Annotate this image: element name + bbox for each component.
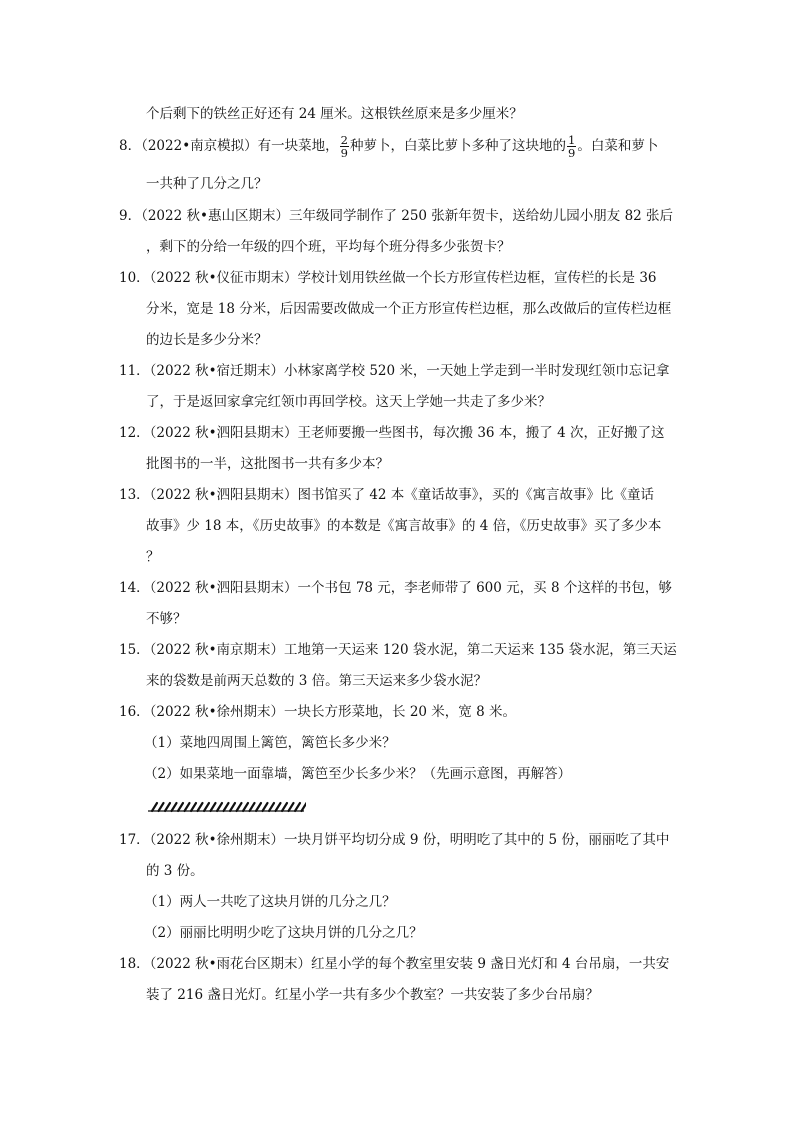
hatch-stroke [256, 803, 261, 811]
hatch-stroke [263, 803, 268, 811]
q18-line-2: 装了 216 盏日光灯。红星小学一共有多少个教室？一共安装了多少台吊扇？ [146, 987, 599, 1003]
q10-line-2: 分米，宽是 18 分米，后因需要改做成一个正方形宣传栏边框，那么改做后的宣传栏边框 [146, 301, 672, 317]
q15-line-2: 来的袋数是前两天总数的 3 倍。第三天运来多少袋水泥？ [146, 673, 488, 689]
q16-sub-1: （1）菜地四周围上篱笆，篱笆长多少米？ [144, 735, 396, 751]
q16-line-1: 16．（2022 秋•徐州期末）一块长方形菜地，长 20 米，宽 8 米。 [119, 704, 516, 720]
q8-fraction-2: $\frac{1}{9}$ [568, 133, 576, 160]
hatch-stroke [224, 803, 229, 811]
q11-line-2: 了，于是返回家拿完红领巾再回学校。这天上学她一共走了多少米？ [146, 394, 551, 410]
hatch-stroke [289, 803, 294, 811]
q13-line-3: ？ [146, 549, 160, 565]
hatch-stroke [302, 803, 307, 811]
q12-line-1: 12．（2022 秋•泗阳县期末）王老师要搬一些图书，每次搬 36 本，搬了 4 次，正好搬了这 [119, 425, 665, 441]
hatch-stroke [178, 803, 183, 811]
q8-text-a: 8．（2022•南京模拟）有一块菜地， [119, 138, 339, 154]
hatch-stroke [295, 803, 300, 811]
q8-text-b: 种萝卜，白菜比萝卜多种了这块地的 [350, 138, 566, 154]
hatch-stroke [198, 803, 203, 811]
q10-line-1: 10．（2022 秋•仪征市期末）学校计划用铁丝做一个长方形宣传栏边框，宣传栏的长是 36 [119, 270, 657, 286]
hatch-stroke [217, 803, 222, 811]
q14-line-2: 不够？ [146, 611, 187, 627]
q9-line-2: ，剩下的分给一年级的四个班，平均每个班分得多少张贺卡？ [146, 239, 511, 255]
q9-line-1: 9．（2022 秋•惠山区期末）三年级同学制作了 250 张新年贺卡，送给幼儿园小朋友 82 张后 [119, 208, 674, 224]
hatch-stroke [191, 803, 196, 811]
hatch-stroke [159, 803, 164, 811]
q12-line-2: 批图书的一半，这批图书一共有多少本？ [146, 456, 389, 472]
q17-line-1: 17．（2022 秋•徐州期末）一块月饼平均切分成 9 份，明明吃了其中的 5 份，丽丽吃了其中 [119, 832, 670, 848]
hatch-stroke [152, 803, 157, 811]
hatch-stroke [172, 803, 177, 811]
hatch-stroke [276, 803, 281, 811]
q17-line-2: 的 3 份。 [146, 863, 204, 879]
q13-line-2: 故事》少 18 本，《历史故事》的本数是《寓言故事》的 4 倍，《历史故事》买了多少本 [146, 518, 662, 534]
q8-line-2: 一共种了几分之几？ [146, 176, 268, 192]
hatch-stroke [237, 803, 242, 811]
q8-fraction-1: $\frac{2}{9}$ [340, 133, 348, 160]
q14-line-1: 14．（2022 秋•泗阳县期末）一个书包 78 元，李老师带了 600 元，买 8 个这样的书包，够 [119, 580, 672, 596]
q16-sub-2: （2）如果菜地一面靠墙，篱笆至少长多少米？（先画示意图，再解答） [144, 766, 572, 782]
hatch-stroke [250, 803, 255, 811]
hatch-stroke [204, 803, 209, 811]
q10-line-3: 的边长是多少分米？ [146, 332, 268, 348]
q17-sub-1: （1）两人一共吃了这块月饼的几分之几？ [144, 894, 396, 910]
q18-line-1: 18．（2022 秋•雨花台区期末）红星小学的每个教室里安装 9 盏日光灯和 4 台吊扇，一共安 [119, 956, 670, 972]
q17-sub-2: （2）丽丽比明明少吃了这块月饼的几分之几？ [144, 925, 423, 941]
hatch-stroke [282, 803, 287, 811]
hatch-stroke [230, 803, 235, 811]
q7-continuation: 个后剩下的铁丝正好还有 24 厘米。这根铁丝原来是多少厘米？ [146, 106, 523, 122]
hatch-stroke [165, 803, 170, 811]
q15-line-1: 15．（2022 秋•南京期末）工地第一天运来 120 袋水泥，第二天运来 135 袋水泥，第三天运 [119, 642, 677, 658]
q13-line-1: 13．（2022 秋•泗阳县期末）图书馆买了 42 本《童话故事》，买的《寓言故事》比《童话 [119, 487, 655, 503]
hatch-stroke [211, 803, 216, 811]
question-8 [119, 134, 658, 159]
q8-text-c: 。白菜和萝卜 [577, 138, 659, 154]
q11-line-1: 11．（2022 秋•宿迁期末）小林家离学校 520 米，一天她上学走到一半时发现红领巾忘记拿 [119, 363, 670, 379]
hatch-stroke [185, 803, 190, 811]
hatch-stroke [243, 803, 248, 811]
wall-hatch-illustration [146, 800, 306, 814]
hatch-stroke [269, 803, 274, 811]
